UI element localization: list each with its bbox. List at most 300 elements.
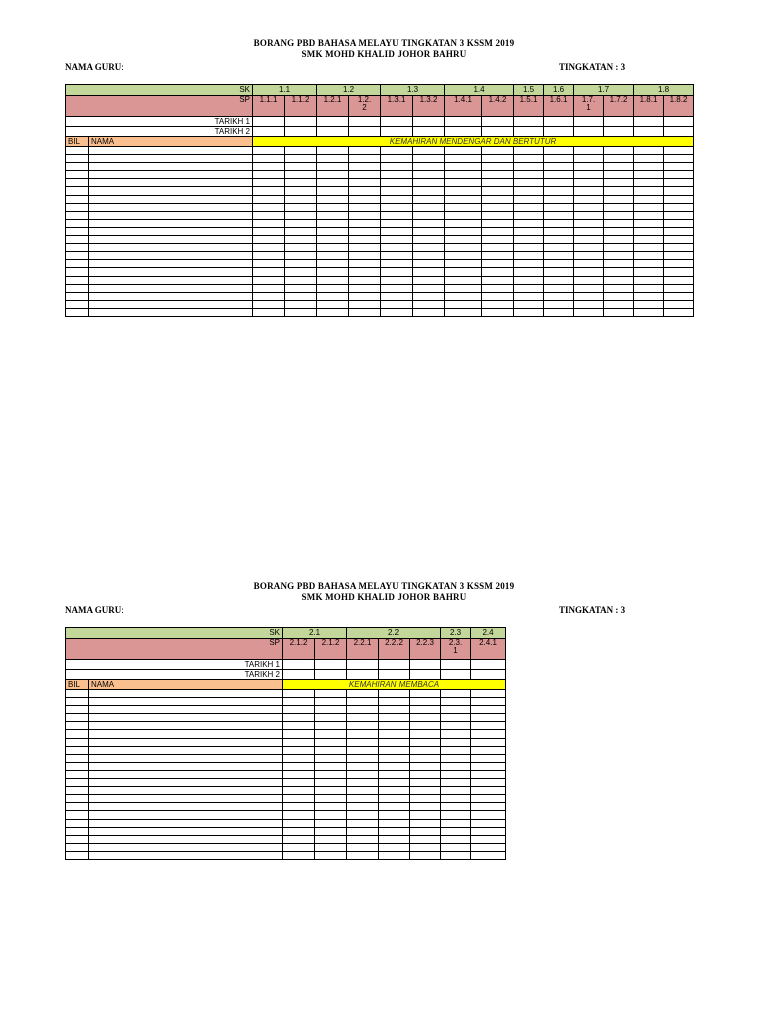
score-cell[interactable] [482,252,514,260]
date-cell[interactable] [349,117,381,127]
score-cell[interactable] [445,211,482,219]
score-cell[interactable] [574,244,604,252]
score-cell[interactable] [634,147,664,155]
nama-cell[interactable] [89,690,283,698]
nama-cell[interactable] [89,843,283,851]
score-cell[interactable] [283,811,315,819]
score-cell[interactable] [381,236,413,244]
nama-cell[interactable] [89,770,283,778]
score-cell[interactable] [514,292,544,300]
score-cell[interactable] [544,171,574,179]
date-cell[interactable] [441,670,471,680]
score-cell[interactable] [514,187,544,195]
score-cell[interactable] [285,276,317,284]
score-cell[interactable] [634,284,664,292]
score-cell[interactable] [285,236,317,244]
score-cell[interactable] [544,211,574,219]
score-cell[interactable] [381,244,413,252]
score-cell[interactable] [634,195,664,203]
score-cell[interactable] [349,260,381,268]
nama-cell[interactable] [89,300,253,308]
score-cell[interactable] [410,819,441,827]
score-cell[interactable] [471,738,506,746]
score-cell[interactable] [317,308,349,316]
score-cell[interactable] [634,292,664,300]
score-cell[interactable] [315,770,347,778]
score-cell[interactable] [604,252,634,260]
score-cell[interactable] [664,219,694,227]
score-cell[interactable] [482,284,514,292]
date-cell[interactable] [315,660,347,670]
score-cell[interactable] [410,851,441,859]
date-cell[interactable] [283,670,315,680]
score-cell[interactable] [514,171,544,179]
score-cell[interactable] [283,851,315,859]
score-cell[interactable] [413,211,445,219]
score-cell[interactable] [634,187,664,195]
score-cell[interactable] [410,827,441,835]
date-cell[interactable] [634,117,664,127]
score-cell[interactable] [445,292,482,300]
score-cell[interactable] [441,835,471,843]
score-cell[interactable] [634,268,664,276]
score-cell[interactable] [471,803,506,811]
score-cell[interactable] [381,284,413,292]
score-cell[interactable] [379,746,410,754]
score-cell[interactable] [315,803,347,811]
score-cell[interactable] [285,292,317,300]
score-cell[interactable] [283,746,315,754]
score-cell[interactable] [441,843,471,851]
score-cell[interactable] [381,308,413,316]
score-cell[interactable] [285,227,317,235]
score-cell[interactable] [285,171,317,179]
score-cell[interactable] [285,219,317,227]
score-cell[interactable] [253,284,285,292]
score-cell[interactable] [347,690,379,698]
date-cell[interactable] [574,127,604,137]
score-cell[interactable] [634,171,664,179]
score-cell[interactable] [482,268,514,276]
score-cell[interactable] [315,730,347,738]
score-cell[interactable] [604,268,634,276]
score-cell[interactable] [574,147,604,155]
score-cell[interactable] [471,827,506,835]
score-cell[interactable] [604,179,634,187]
score-cell[interactable] [413,284,445,292]
score-cell[interactable] [445,236,482,244]
score-cell[interactable] [283,787,315,795]
score-cell[interactable] [349,195,381,203]
score-cell[interactable] [471,714,506,722]
score-cell[interactable] [441,722,471,730]
score-cell[interactable] [634,244,664,252]
score-cell[interactable] [574,171,604,179]
score-cell[interactable] [283,843,315,851]
score-cell[interactable] [664,147,694,155]
score-cell[interactable] [349,211,381,219]
score-cell[interactable] [285,284,317,292]
score-cell[interactable] [317,179,349,187]
score-cell[interactable] [349,155,381,163]
score-cell[interactable] [544,195,574,203]
score-cell[interactable] [347,738,379,746]
score-cell[interactable] [664,284,694,292]
score-cell[interactable] [285,252,317,260]
score-cell[interactable] [285,147,317,155]
score-cell[interactable] [410,803,441,811]
score-cell[interactable] [379,787,410,795]
score-cell[interactable] [379,803,410,811]
score-cell[interactable] [349,268,381,276]
score-cell[interactable] [413,236,445,244]
score-cell[interactable] [347,706,379,714]
score-cell[interactable] [514,211,544,219]
bil-cell[interactable] [66,227,89,235]
score-cell[interactable] [471,698,506,706]
score-cell[interactable] [283,730,315,738]
score-cell[interactable] [315,714,347,722]
score-cell[interactable] [604,163,634,171]
bil-cell[interactable] [66,195,89,203]
bil-cell[interactable] [66,738,89,746]
score-cell[interactable] [471,730,506,738]
score-cell[interactable] [514,203,544,211]
score-cell[interactable] [347,714,379,722]
score-cell[interactable] [410,843,441,851]
score-cell[interactable] [514,284,544,292]
score-cell[interactable] [482,195,514,203]
score-cell[interactable] [381,276,413,284]
score-cell[interactable] [347,722,379,730]
score-cell[interactable] [604,219,634,227]
score-cell[interactable] [445,195,482,203]
score-cell[interactable] [253,187,285,195]
score-cell[interactable] [317,252,349,260]
date-cell[interactable] [379,660,410,670]
date-cell[interactable] [634,127,664,137]
score-cell[interactable] [347,762,379,770]
date-cell[interactable] [317,117,349,127]
score-cell[interactable] [347,746,379,754]
score-cell[interactable] [283,706,315,714]
score-cell[interactable] [604,300,634,308]
score-cell[interactable] [482,260,514,268]
score-cell[interactable] [544,268,574,276]
score-cell[interactable] [544,187,574,195]
score-cell[interactable] [347,779,379,787]
score-cell[interactable] [441,690,471,698]
nama-cell[interactable] [89,292,253,300]
score-cell[interactable] [253,195,285,203]
score-cell[interactable] [634,163,664,171]
score-cell[interactable] [381,211,413,219]
score-cell[interactable] [410,779,441,787]
date-cell[interactable] [482,117,514,127]
score-cell[interactable] [317,260,349,268]
score-cell[interactable] [441,698,471,706]
score-cell[interactable] [349,300,381,308]
bil-cell[interactable] [66,843,89,851]
bil-cell[interactable] [66,203,89,211]
score-cell[interactable] [634,219,664,227]
score-cell[interactable] [381,300,413,308]
score-cell[interactable] [349,163,381,171]
score-cell[interactable] [482,300,514,308]
score-cell[interactable] [347,851,379,859]
score-cell[interactable] [471,787,506,795]
score-cell[interactable] [514,308,544,316]
score-cell[interactable] [317,268,349,276]
bil-cell[interactable] [66,284,89,292]
date-cell[interactable] [482,127,514,137]
score-cell[interactable] [413,187,445,195]
score-cell[interactable] [482,179,514,187]
bil-cell[interactable] [66,219,89,227]
score-cell[interactable] [482,227,514,235]
score-cell[interactable] [441,754,471,762]
score-cell[interactable] [544,227,574,235]
score-cell[interactable] [379,851,410,859]
nama-cell[interactable] [89,787,283,795]
score-cell[interactable] [283,738,315,746]
score-cell[interactable] [445,252,482,260]
score-cell[interactable] [347,843,379,851]
score-cell[interactable] [285,211,317,219]
score-cell[interactable] [379,738,410,746]
score-cell[interactable] [574,163,604,171]
score-cell[interactable] [317,147,349,155]
nama-cell[interactable] [89,835,283,843]
score-cell[interactable] [349,187,381,195]
bil-cell[interactable] [66,730,89,738]
score-cell[interactable] [482,147,514,155]
score-cell[interactable] [574,260,604,268]
score-cell[interactable] [379,770,410,778]
score-cell[interactable] [410,746,441,754]
score-cell[interactable] [471,746,506,754]
date-cell[interactable] [347,670,379,680]
score-cell[interactable] [381,179,413,187]
date-cell[interactable] [471,660,506,670]
score-cell[interactable] [285,300,317,308]
score-cell[interactable] [410,770,441,778]
score-cell[interactable] [544,163,574,171]
bil-cell[interactable] [66,803,89,811]
score-cell[interactable] [381,163,413,171]
score-cell[interactable] [441,714,471,722]
score-cell[interactable] [482,276,514,284]
score-cell[interactable] [315,706,347,714]
date-cell[interactable] [347,660,379,670]
score-cell[interactable] [482,292,514,300]
score-cell[interactable] [410,698,441,706]
score-cell[interactable] [410,738,441,746]
score-cell[interactable] [317,195,349,203]
bil-cell[interactable] [66,171,89,179]
date-cell[interactable] [604,117,634,127]
score-cell[interactable] [482,203,514,211]
score-cell[interactable] [445,284,482,292]
score-cell[interactable] [514,227,544,235]
nama-cell[interactable] [89,236,253,244]
nama-cell[interactable] [89,163,253,171]
score-cell[interactable] [514,236,544,244]
score-cell[interactable] [441,730,471,738]
score-cell[interactable] [253,219,285,227]
date-cell[interactable] [664,127,694,137]
score-cell[interactable] [285,244,317,252]
score-cell[interactable] [410,811,441,819]
score-cell[interactable] [604,187,634,195]
score-cell[interactable] [283,714,315,722]
score-cell[interactable] [347,698,379,706]
score-cell[interactable] [253,211,285,219]
nama-cell[interactable] [89,179,253,187]
score-cell[interactable] [381,268,413,276]
score-cell[interactable] [664,252,694,260]
score-cell[interactable] [285,163,317,171]
score-cell[interactable] [604,260,634,268]
score-cell[interactable] [347,787,379,795]
score-cell[interactable] [441,779,471,787]
score-cell[interactable] [441,787,471,795]
score-cell[interactable] [317,227,349,235]
score-cell[interactable] [441,819,471,827]
score-cell[interactable] [315,819,347,827]
score-cell[interactable] [349,236,381,244]
score-cell[interactable] [514,155,544,163]
score-cell[interactable] [413,219,445,227]
date-cell[interactable] [544,117,574,127]
score-cell[interactable] [544,155,574,163]
nama-cell[interactable] [89,268,253,276]
score-cell[interactable] [471,819,506,827]
score-cell[interactable] [410,787,441,795]
nama-cell[interactable] [89,738,283,746]
score-cell[interactable] [574,211,604,219]
bil-cell[interactable] [66,155,89,163]
nama-cell[interactable] [89,187,253,195]
score-cell[interactable] [482,236,514,244]
score-cell[interactable] [604,292,634,300]
date-cell[interactable] [381,117,413,127]
score-cell[interactable] [445,276,482,284]
nama-cell[interactable] [89,244,253,252]
score-cell[interactable] [574,203,604,211]
date-cell[interactable] [604,127,634,137]
score-cell[interactable] [315,722,347,730]
score-cell[interactable] [664,187,694,195]
score-cell[interactable] [410,706,441,714]
score-cell[interactable] [544,292,574,300]
score-cell[interactable] [283,795,315,803]
score-cell[interactable] [413,252,445,260]
score-cell[interactable] [317,187,349,195]
date-cell[interactable] [574,117,604,127]
score-cell[interactable] [664,227,694,235]
score-cell[interactable] [317,244,349,252]
score-cell[interactable] [379,714,410,722]
score-cell[interactable] [471,762,506,770]
date-cell[interactable] [441,660,471,670]
score-cell[interactable] [544,236,574,244]
score-cell[interactable] [445,227,482,235]
nama-cell[interactable] [89,203,253,211]
score-cell[interactable] [253,163,285,171]
score-cell[interactable] [349,147,381,155]
score-cell[interactable] [544,203,574,211]
score-cell[interactable] [544,147,574,155]
score-cell[interactable] [317,171,349,179]
score-cell[interactable] [317,276,349,284]
score-cell[interactable] [544,244,574,252]
nama-cell[interactable] [89,819,283,827]
date-cell[interactable] [413,127,445,137]
bil-cell[interactable] [66,787,89,795]
score-cell[interactable] [574,227,604,235]
score-cell[interactable] [471,754,506,762]
score-cell[interactable] [413,195,445,203]
score-cell[interactable] [253,252,285,260]
nama-cell[interactable] [89,746,283,754]
score-cell[interactable] [381,292,413,300]
score-cell[interactable] [574,187,604,195]
score-cell[interactable] [381,147,413,155]
nama-cell[interactable] [89,171,253,179]
bil-cell[interactable] [66,690,89,698]
score-cell[interactable] [441,738,471,746]
score-cell[interactable] [283,803,315,811]
score-cell[interactable] [544,308,574,316]
nama-cell[interactable] [89,722,283,730]
score-cell[interactable] [664,276,694,284]
score-cell[interactable] [445,244,482,252]
bil-cell[interactable] [66,754,89,762]
score-cell[interactable] [445,308,482,316]
nama-cell[interactable] [89,219,253,227]
score-cell[interactable] [634,203,664,211]
score-cell[interactable] [664,236,694,244]
score-cell[interactable] [471,851,506,859]
score-cell[interactable] [634,236,664,244]
nama-cell[interactable] [89,827,283,835]
score-cell[interactable] [664,211,694,219]
score-cell[interactable] [379,690,410,698]
score-cell[interactable] [413,268,445,276]
score-cell[interactable] [441,706,471,714]
score-cell[interactable] [471,795,506,803]
score-cell[interactable] [664,292,694,300]
bil-cell[interactable] [66,795,89,803]
score-cell[interactable] [482,244,514,252]
bil-cell[interactable] [66,722,89,730]
score-cell[interactable] [604,236,634,244]
score-cell[interactable] [413,308,445,316]
score-cell[interactable] [413,260,445,268]
score-cell[interactable] [349,252,381,260]
date-cell[interactable] [664,117,694,127]
score-cell[interactable] [253,203,285,211]
bil-cell[interactable] [66,714,89,722]
score-cell[interactable] [441,746,471,754]
date-cell[interactable] [471,670,506,680]
score-cell[interactable] [445,260,482,268]
bil-cell[interactable] [66,706,89,714]
bil-cell[interactable] [66,276,89,284]
nama-cell[interactable] [89,147,253,155]
date-cell[interactable] [285,127,317,137]
